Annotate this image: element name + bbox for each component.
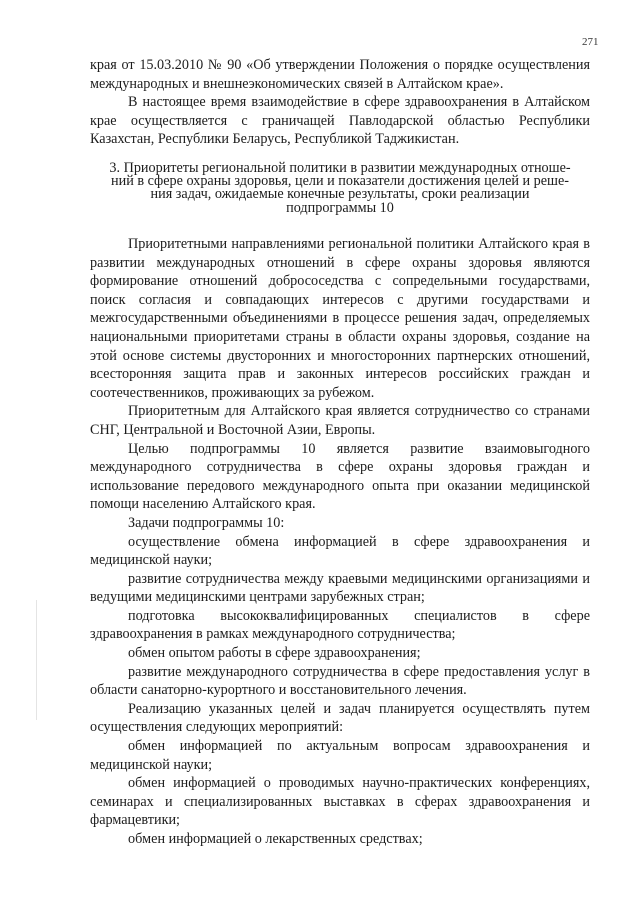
intro-paragraph-cooperation: В настоящее время взаимодействие в сфере здравоохранения в Алтайском крае осуществляется с граничащей Павлодарской областью Республики Казахстан, Республики Беларусь, Республикой Таджикистан. [90, 94, 590, 148]
section-heading-line: ния задач, ожидаемые конечные результаты, сроки реализации [150, 186, 530, 203]
paragraph-tasks-heading: Задачи подпрограммы 10: [128, 514, 285, 531]
task-item: обмен опытом работы в сфере здравоохранения; [128, 645, 421, 662]
section-heading-line: ний в сфере охраны здоровья, цели и показатели достижения целей и реше- [111, 173, 569, 190]
activity-item: обмен информацией о проводимых научно-практических конференциях, семинарах и специализированных выставках в сферах здравоохранения и фармацевтики; [90, 775, 590, 829]
intro-paragraph-continued: края от 15.03.2010 № 90 «Об утверждении Положения о порядке осуществления международных и внешнеэкономических связей в Алтайском крае». [90, 57, 590, 92]
section-heading-line: 3. Приоритеты региональной политики в развитии международных отноше- [109, 160, 571, 176]
scan-artifact-line [36, 600, 37, 720]
task-item: развитие международного сотрудничества в сфере предоставления услуг в области санаторно-курортного и восстановительного лечения. [90, 663, 590, 699]
page-number: 271 [582, 36, 599, 48]
paragraph-priority-regions: Приоритетным для Алтайского края является сотрудничество со странами СНГ, Центральной и Восточной Азии, Европы. [90, 403, 590, 438]
paragraph-goal: Целью подпрограммы 10 является развитие взаимовыгодного международного сотрудничества в сфере охраны здоровья граждан и использование передового международного опыта при оказании медицинской помощи населению Алтайского края. [90, 440, 590, 513]
activity-item: обмен информацией о лекарственных средствах; [128, 831, 423, 847]
activity-item: обмен информацией по актуальным вопросам здравоохранения и медицинской науки; [90, 738, 590, 773]
paragraph-implementation: Реализацию указанных целей и задач планируется осуществлять путем осуществления следующих мероприятий: [90, 700, 590, 736]
section-heading-line: подпрограммы 10 [286, 199, 394, 216]
task-item: осуществление обмена информацией в сфере здравоохранения и медицинской науки; [90, 533, 590, 569]
section-heading [100, 162, 580, 215]
task-item: развитие сотрудничества между краевыми медицинскими организациями и ведущими медицинскими центрами зарубежных стран; [90, 570, 590, 606]
section-body [90, 235, 590, 849]
task-item: подготовка высококвалифицированных специалистов в сфере здравоохранения в рамках международного сотрудничества; [90, 607, 590, 643]
paragraph-priorities: Приоритетными направлениями региональной политики Алтайского края в развитии международных отношений в сфере охраны здоровья являются формирование отношений добрососедства с сопредельными государствами, поиск согласия и совпадающих интересов с другими государствами и межгосударственными объединениями в процессе решения задач, определяемых национальными приоритетами страны в области охраны здоровья, создание на этой основе системы двусторонних и многосторонних партнерских отношений, всесторонняя защита прав и законных интересов российских граждан и соотечественников, проживающих за рубежом. [90, 236, 590, 401]
intro-block [90, 56, 590, 149]
